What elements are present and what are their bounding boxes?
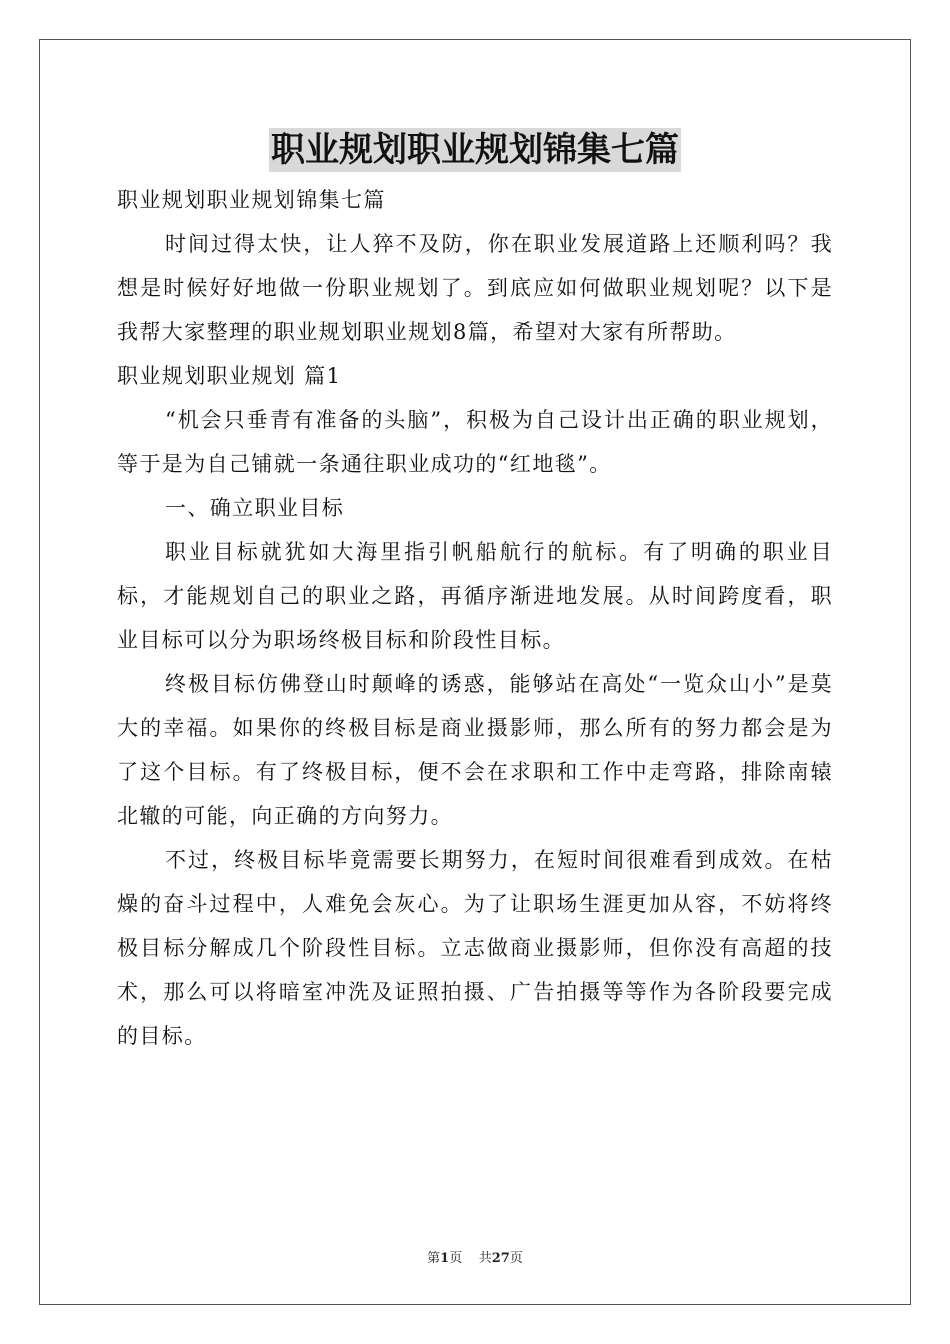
document-subtitle: 职业规划职业规划锦集七篇 [117, 188, 386, 212]
intro-paragraph: 时间过得太快，让人猝不及防，你在职业发展道路上还顺利吗？我想是时候好好地做一份职业规划了。到底应如何做职业规划呢？以下是我帮大家整理的职业规划职业规划8篇，希望对大家有所帮助。 [117, 232, 833, 344]
page-suffix: 页 [449, 1251, 463, 1266]
page-prefix: 第 [427, 1251, 441, 1266]
page-footer [0, 1247, 950, 1266]
body-paragraph-1: 职业目标就犹如大海里指引帆船航行的航标。有了明确的职业目标，才能规划自己的职业之路，再循序渐进地发展。从时间跨度看，职业目标可以分为职场终极目标和阶段性目标。 [117, 540, 833, 652]
body-paragraph-2: 终极目标仿佛登山时颠峰的诱惑，能够站在高处“一览众山小”是莫大的幸福。如果你的终极目标是商业摄影师，那么所有的努力都会是为了这个目标。有了终极目标，便不会在求职和工作中走弯路，排除南辕北辙的可能，向正确的方向努力。 [117, 672, 833, 828]
subheading: 一、确立职业目标 [165, 496, 345, 520]
document-title-text: 职业规划职业规划锦集七篇 [271, 130, 679, 170]
document-title [0, 128, 950, 172]
quote-paragraph: “机会只垂青有准备的头脑”，积极为自己设计出正确的职业规划，等于是为自己铺就一条通往职业成功的“红地毯”。 [117, 408, 833, 476]
body-paragraph-3: 不过，终极目标毕竟需要长期努力，在短时间很难看到成效。在枯燥的奋斗过程中，人难免会灰心。为了让职场生涯更加从容，不妨将终极目标分解成几个阶段性目标。立志做商业摄影师，但你没有高超的技术，那么可以将暗室冲洗及证照拍摄、广告拍摄等等作为各阶段要完成的目标。 [117, 848, 833, 1048]
document-body [117, 178, 833, 1058]
total-pages: 27 [491, 1251, 510, 1266]
total-suffix: 页 [509, 1251, 523, 1266]
section-heading: 职业规划职业规划 篇1 [117, 364, 342, 388]
total-prefix: 共 [478, 1251, 492, 1266]
page-number: 1 [440, 1251, 450, 1266]
